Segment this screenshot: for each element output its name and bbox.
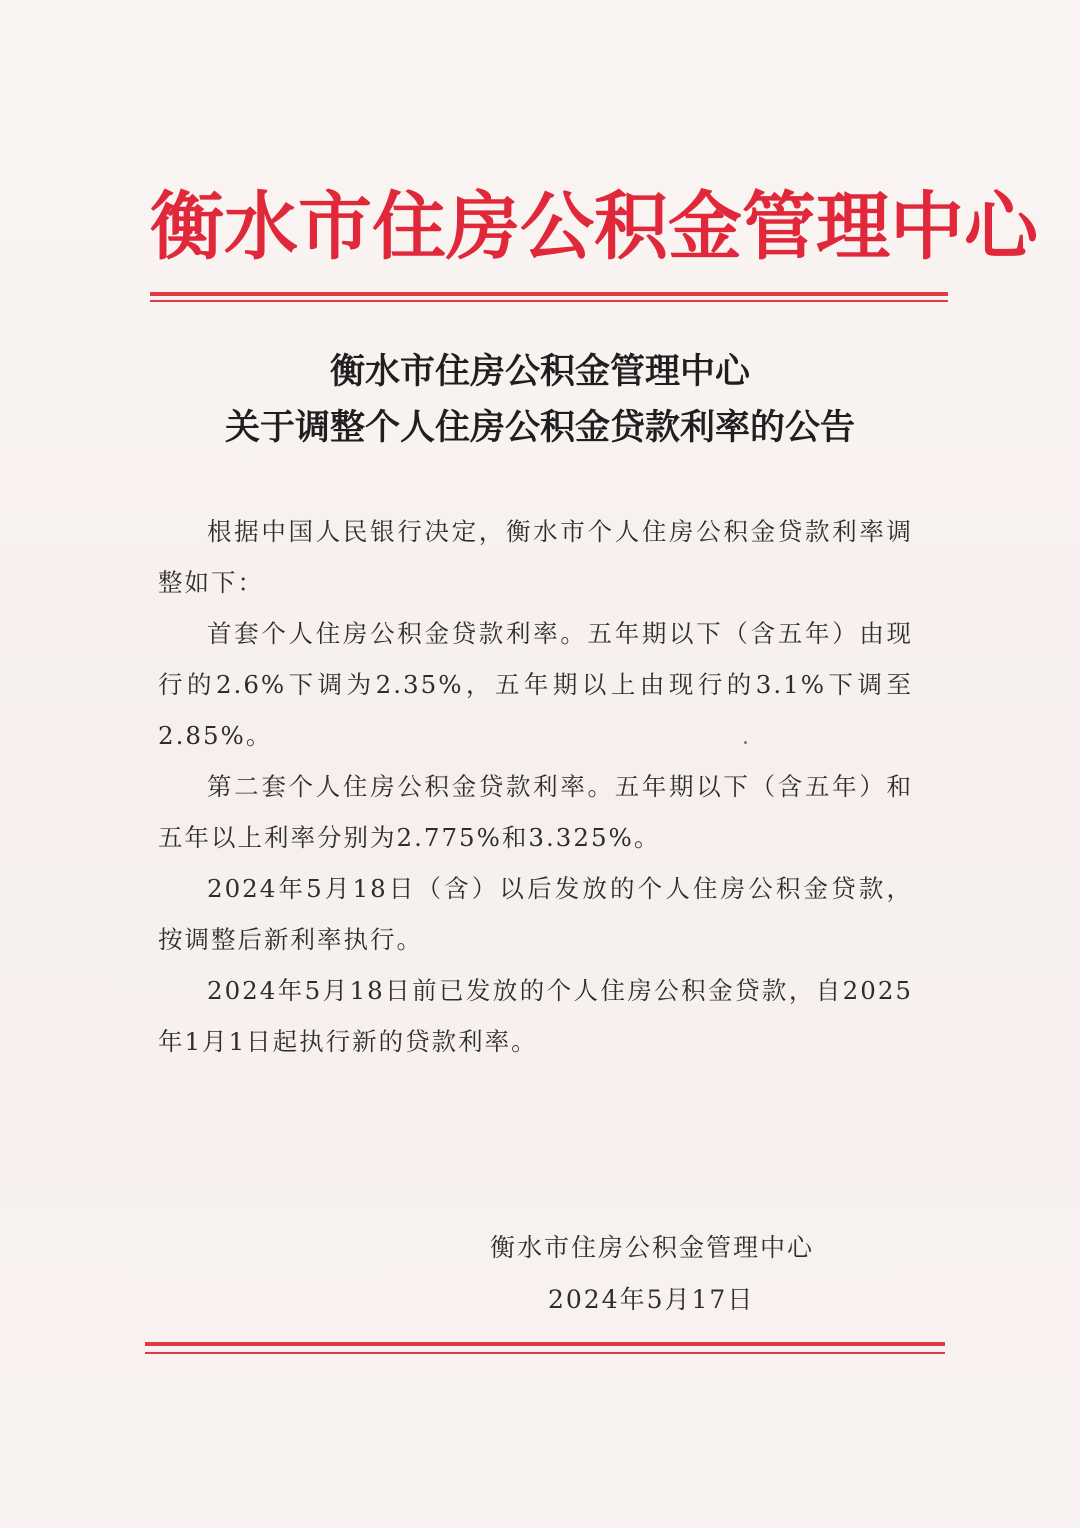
masthead-rule-thin — [150, 300, 948, 302]
footer-rule-thick — [145, 1342, 945, 1346]
footer-rule-thin — [145, 1352, 945, 1354]
signature-date: 2024年5月17日 — [548, 1285, 755, 1314]
paragraph-existing-loans: 2024年5月18日前已发放的个人住房公积金贷款，自2025年1月1日起执行新的贷款利率。 — [158, 976, 913, 1056]
document-body — [158, 506, 913, 1067]
red-masthead: 衡水市住房公积金管理中心 — [150, 184, 1038, 270]
paper-speck — [744, 741, 747, 744]
signature-organization: 衡水市住房公积金管理中心 — [490, 1233, 815, 1262]
paragraph-second-home-rate: 第二套个人住房公积金贷款利率。五年期以下（含五年）和五年以上利率分别为2.775%和3.325%。 — [158, 772, 913, 852]
paragraph-intro: 根据中国人民银行决定，衡水市个人住房公积金贷款利率调整如下： — [158, 517, 913, 597]
paragraph-first-home-rate: 首套个人住房公积金贷款利率。五年期以下（含五年）由现行的2.6%下调为2.35%，五年期以上由现行的3.1%下调至2.85%。 — [158, 619, 913, 750]
document-title-line-1: 衡水市住房公积金管理中心 — [329, 352, 750, 392]
document-title-line-2: 关于调整个人住房公积金贷款利率的公告 — [224, 408, 855, 448]
paragraph-new-loans: 2024年5月18日（含）以后发放的个人住房公积金贷款，按调整后新利率执行。 — [158, 874, 913, 954]
masthead-rule-thick — [150, 292, 948, 296]
